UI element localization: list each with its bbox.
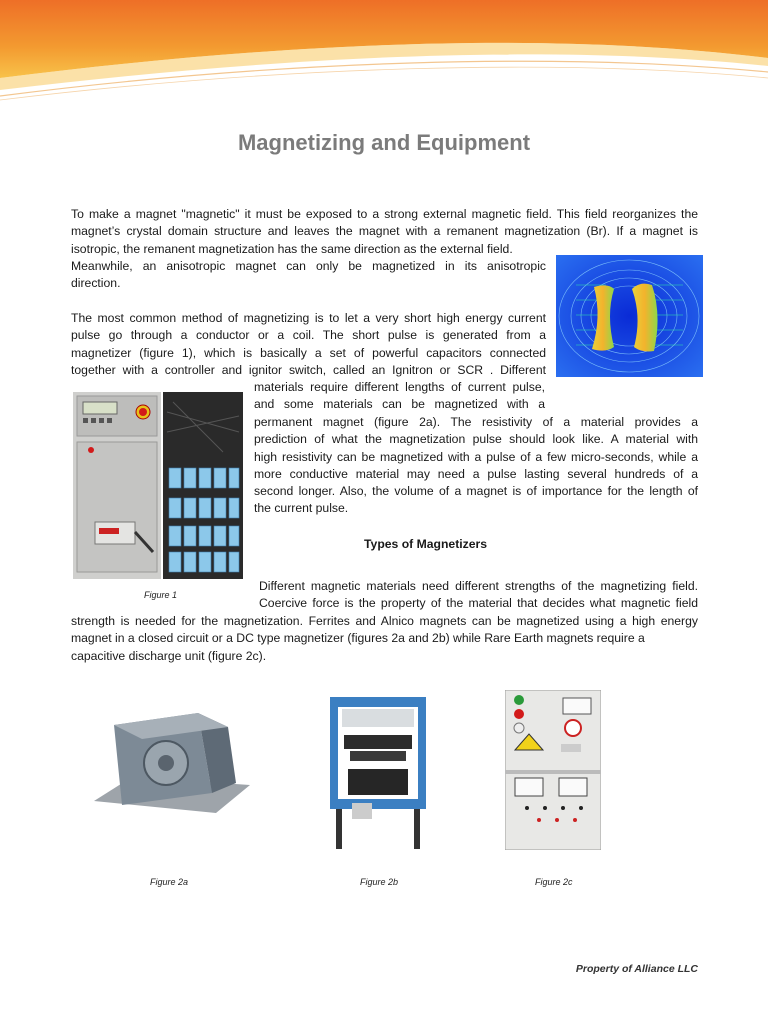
paragraph-method-cont <box>254 379 545 414</box>
text-line: strength is needed for the magnetization. Ferrites and Alnico magnets can be magnetized using a high energy <box>71 614 698 628</box>
header-wave-banner <box>0 0 768 110</box>
text-line: permanent magnet (figure 2a). The resistivity of a material provides a <box>254 415 698 429</box>
paragraph-intro <box>71 206 698 258</box>
paragraph-types-cont <box>71 613 698 665</box>
text-line: high resistivity can be magnetized with a pulse of a few micro-seconds, while a <box>254 449 698 464</box>
text-line: capacitive discharge unit (figure 2c). <box>71 648 267 663</box>
text-line: direction. <box>71 276 121 291</box>
figure-2c-capacitive-discharge-photo <box>505 690 601 850</box>
text-line: To make a magnet "magnetic" it must be exposed to a strong external magnetic field. This field reorganizes the <box>71 207 698 221</box>
paragraph-method-cont2 <box>254 414 698 518</box>
text-line: magnetizer (figure 1), which is basically a set of powerful capacitors connected <box>71 345 546 360</box>
paragraph-intro-cont <box>71 258 546 293</box>
text-line: Coercive force is the property of the material that decides what magnetic field <box>259 596 698 611</box>
text-line: Different magnetic materials need different strengths of the magnetizing field. <box>259 579 698 593</box>
figure-2c-caption: Figure 2c <box>535 877 573 887</box>
page-title: Magnetizing and Equipment <box>237 130 531 155</box>
text-line: and some materials can be magnetized with a <box>254 397 545 412</box>
text-line: Meanwhile, an anisotropic magnet can only be magnetized in its anisotropic <box>71 259 546 273</box>
magnetic-field-simulation-image <box>556 255 703 377</box>
text-line: isotropic, the remanent magnetization has the same direction as the external field. <box>71 241 513 256</box>
figure-1-caption: Figure 1 <box>144 590 178 600</box>
footer-ownership: Property of Alliance LLC <box>575 963 698 975</box>
figure-2b-dc-magnetizer-photo <box>328 695 428 849</box>
paragraph-method <box>71 310 546 379</box>
text-line: magnet in a closed circuit or a DC type magnetizer (figures 2a and 2b) while Rare Earth magnets require a <box>71 631 645 646</box>
text-line: more conductive material may need a pulse lasting several hundreds of a <box>254 466 698 481</box>
text-line: the current pulse. <box>254 501 349 516</box>
text-line: together with a controller and ignitor switch, called an Ignitron or SCR . Different <box>71 362 546 377</box>
text-line: second longer. Also, the volume of a magnet is of importance for the length of <box>254 484 698 499</box>
figure-2a-caption: Figure 2a <box>150 877 189 887</box>
text-line: The most common method of magnetizing is to let a very short high energy current <box>71 311 546 325</box>
paragraph-types <box>259 578 698 613</box>
text-line: prediction of what the magnetization pulse should look like. A material with <box>254 432 698 447</box>
text-line: pulse go through a conductor or a coil. The short pulse is generated from a <box>71 328 546 343</box>
figure-2a-permanent-magnet-photo <box>92 705 252 815</box>
figure-2b-caption: Figure 2b <box>360 877 399 887</box>
figure-1-magnetizer-photo <box>73 392 243 579</box>
text-line: magnet’s crystal domain structure and leaves the magnet with a remanent magnetization (Br). If a magnet is <box>71 224 698 239</box>
text-line: materials require different lengths of current pulse, <box>254 380 545 394</box>
section-heading-types: Types of Magnetizers <box>364 537 488 551</box>
